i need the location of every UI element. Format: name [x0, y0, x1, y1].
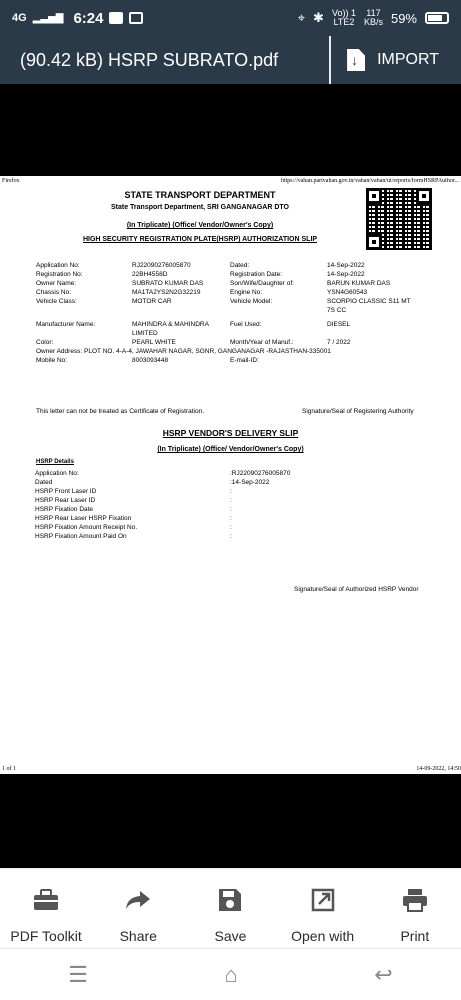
- detail-row: Registration No: 22BH4558D Registration Date: 14-Sep-2022: [36, 271, 365, 278]
- hsrp-details-heading: HSRP Details: [36, 459, 74, 465]
- detail-row: Vehicle Class: MOTOR CAR Vehicle Model: SCORPIO CLASSIC S11 MT: [36, 298, 411, 305]
- pdf-page[interactable]: [0, 176, 461, 774]
- hsrp-row: HSRP Front Laser ID :: [35, 488, 232, 495]
- import-file-icon: [347, 49, 365, 71]
- detail-row: LIMITED: [132, 330, 158, 337]
- certificate-note: This letter can not be treated as Certificate of Registration.: [36, 408, 205, 415]
- hsrp-row: Application No: :RJ22090276005870: [35, 470, 291, 477]
- detail-row: Owner Name: SUBRATO KUMAR DAS Son/Wife/Daughter of: BARUN KUMAR DAS: [36, 280, 391, 287]
- status-bar: [0, 0, 461, 36]
- battery-percent: 59%: [390, 10, 417, 26]
- detail-row: 7S CC: [327, 307, 347, 314]
- import-label: IMPORT: [377, 51, 439, 68]
- print-button[interactable]: Print: [370, 885, 460, 944]
- save-icon: [215, 885, 245, 915]
- hsrp-row: HSRP Rear Laser ID :: [35, 497, 232, 504]
- open-with-icon: [308, 885, 338, 915]
- qr-code: [366, 188, 432, 250]
- battery-icon: [425, 12, 449, 24]
- network-type: 4G: [12, 12, 27, 24]
- app-bar: [0, 36, 461, 84]
- back-icon[interactable]: ↩: [374, 961, 393, 987]
- department-title: STATE TRANSPORT DEPARTMENT: [124, 190, 276, 200]
- youtube-notification-icon: [109, 12, 123, 24]
- vendor-copy-note: (In Triplicate) (Office/ Vendor/Owner's Copy): [157, 446, 304, 453]
- hsrp-row: HSRP Rear Laser HSRP Fixation :: [35, 515, 232, 522]
- menu-icon[interactable]: ☰: [68, 961, 88, 987]
- import-button[interactable]: [331, 36, 461, 84]
- print-timestamp: 14-09-2022, 14:50: [416, 766, 461, 772]
- hsrp-row: HSRP Fixation Date :: [35, 506, 232, 513]
- department-subtitle: State Transport Department, SRI GANGANAGAR DTO: [110, 204, 289, 211]
- hsrp-row: Dated :14-Sep-2022: [35, 479, 270, 486]
- bottom-toolbar: [0, 868, 461, 948]
- page-count: 1 of 1: [2, 766, 16, 772]
- clock: 6:24: [73, 9, 104, 27]
- vendor-signature: Signature/Seal of Authorized HSRP Vendor: [294, 586, 419, 593]
- slip-title: HIGH SECURITY REGISTRATION PLATE(HSRP) AUTHORIZATION SLIP: [82, 236, 318, 243]
- mail-notification-icon: [129, 12, 143, 24]
- owner-address: Owner Address: PLOT NO. 4-A-4, JAWAHAR NAGAR, SGNR, GANGANAGAR -RAJASTHAN-335001: [36, 348, 331, 355]
- open-with-button[interactable]: Open with: [278, 885, 368, 944]
- detail-row: Color: PEARL WHITE Month/Year of Manuf.: 7 / 2022: [36, 339, 351, 346]
- mobile-row: Mobile No: 8003093448 E-mail-ID:: [36, 357, 259, 364]
- share-icon: [123, 885, 153, 915]
- save-button[interactable]: Save: [185, 885, 275, 944]
- bluetooth-icon: ✱: [313, 10, 324, 25]
- browser-name: Firefox: [2, 178, 20, 184]
- system-nav-bar: [0, 948, 461, 1000]
- home-icon[interactable]: ⌂: [224, 961, 238, 987]
- volte-indicator: Vo)) 1 LTE2: [331, 8, 356, 27]
- share-button[interactable]: Share: [93, 885, 183, 944]
- vendor-slip-title: HSRP VENDOR'S DELIVERY SLIP: [162, 428, 299, 438]
- print-url: https://vahan.parivahan.gov.in/vahan/vahan/ui/reports/formHSRPAuthor...: [280, 178, 459, 184]
- signal-icon: ▂▃▅▇: [32, 12, 64, 24]
- print-icon: [400, 885, 430, 915]
- pdf-toolkit-button[interactable]: PDF Toolkit: [1, 885, 91, 944]
- hsrp-row: HSRP Fixation Amount Receipt No. :: [35, 524, 232, 531]
- location-icon: ⌖: [297, 10, 306, 25]
- detail-row: Application No: RJ22090276005870 Dated: 14-Sep-2022: [36, 262, 365, 269]
- print-header: [2, 178, 459, 184]
- document-title: (90.42 kB) HSRP SUBRATO.pdf: [20, 49, 279, 70]
- toolkit-icon: [31, 885, 61, 915]
- authority-signature: Signature/Seal of Registering Authority: [302, 408, 414, 415]
- hsrp-row: HSRP Fixation Amount Paid On :: [35, 533, 232, 540]
- detail-row: Chassis No: MA1TA2YS2N2G32219 Engine No: YSN4G60543: [36, 289, 368, 296]
- appbar-divider: [329, 36, 331, 84]
- detail-row: Manufacturer Name: MAHINDRA & MAHINDRA Fuel Used: DIESEL: [36, 321, 351, 328]
- network-speed: 117 KB/s: [363, 8, 383, 27]
- copy-note: (In Triplicate) (Office/ Vendor/Owner's Copy): [126, 222, 274, 229]
